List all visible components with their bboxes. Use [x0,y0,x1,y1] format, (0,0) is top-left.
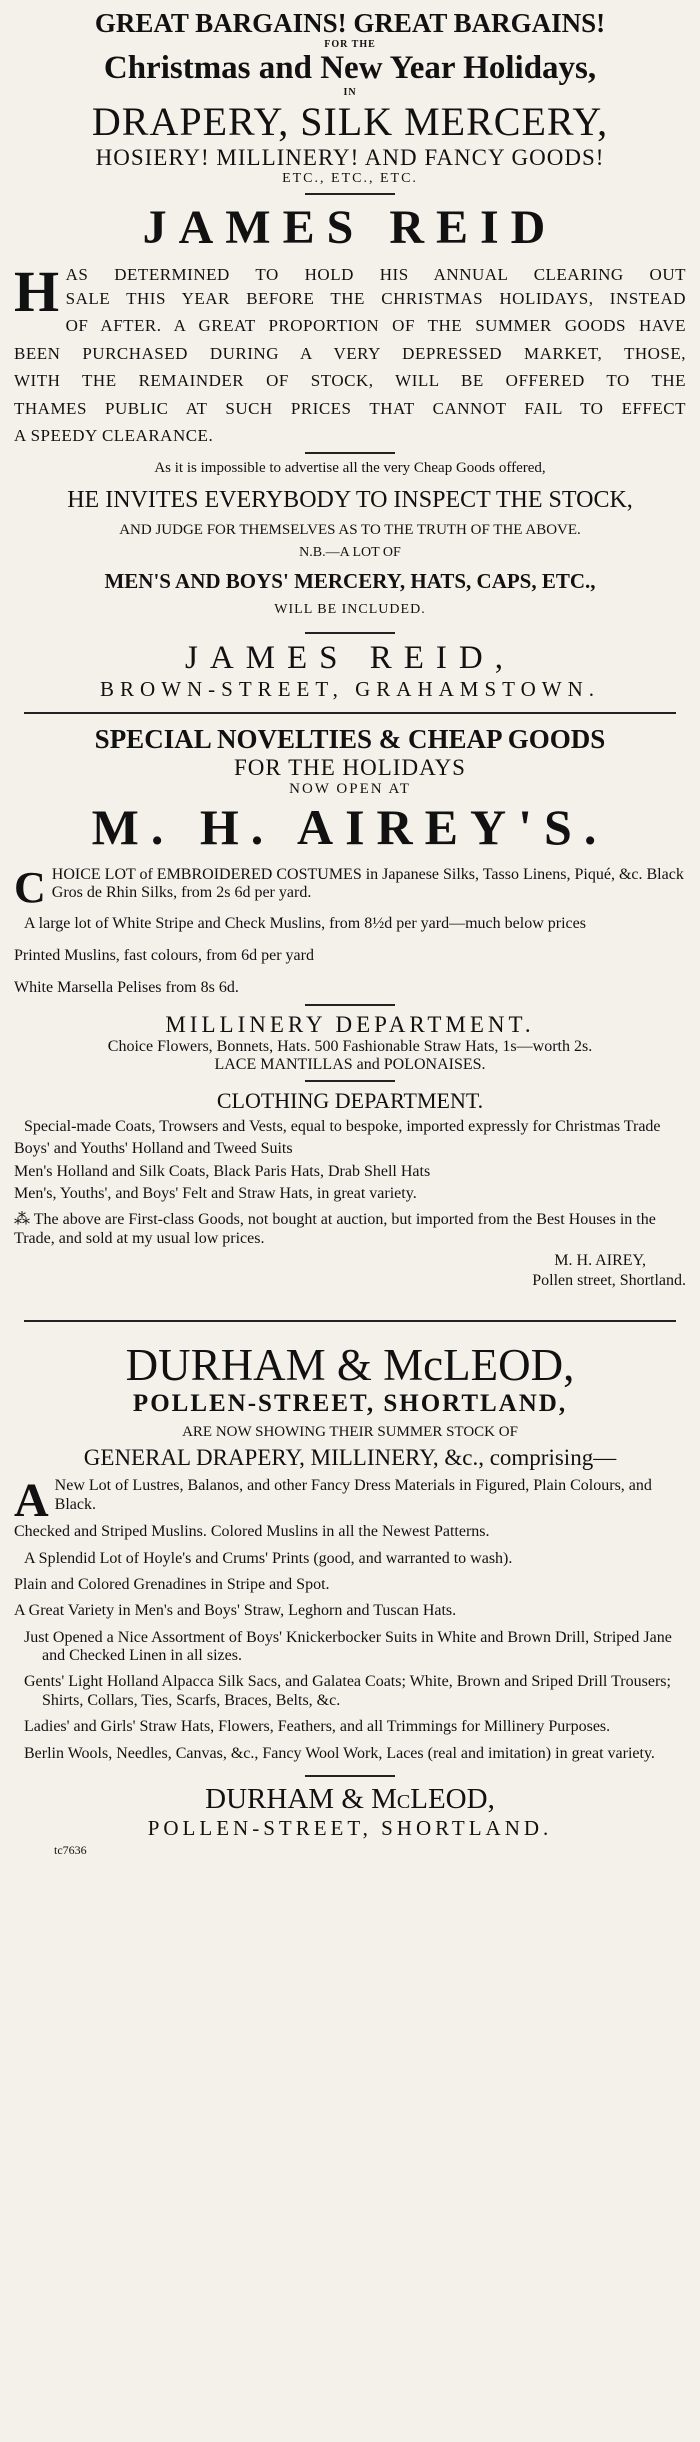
categories-line: HOSIERY! MILLINERY! AND FANCY GOODS! [95,145,605,170]
lace-line: LACE MANTILLAS and POLONAISES. [214,1055,486,1073]
mens-line: MEN'S AND BOYS' MERCERY, HATS, CAPS, ETC., [104,568,596,593]
divider [305,1080,395,1082]
merchant-name: M. H. AIREY'S. [91,798,609,855]
body-line: THAMES PUBLIC AT SUCH PRICES THAT CANNOT FAIL TO EFFECT [14,398,686,418]
merchant-name: JAMES REID [142,201,558,254]
signature-name: JAMES REID, [184,639,516,676]
list-item: Berlin Wools, Needles, Canvas, &c., Fancy Wool Work, Laces (real and imitation) in great variety. [24,1744,655,1762]
etc-line: ETC., ETC., ETC. [282,171,418,186]
divider [305,452,395,454]
millinery-title: MILLINERY DEPARTMENT. [165,1011,535,1037]
included: WILL BE INCLUDED. [274,601,426,617]
divider [305,632,395,634]
list-item: A Great Variety in Men's and Boys' Straw, Leghorn and Tuscan Hats. [14,1602,457,1620]
nb: N.B.—A LOT OF [299,544,401,560]
body-line: A SPEEDY CLEARANCE. [14,426,214,446]
dropcap: H [14,259,60,324]
headline: GREAT BARGAINS! GREAT BARGAINS! [94,8,606,38]
ad-durham-mcleod [14,1340,686,1858]
body-line: AS DETERMINED TO HOLD HIS ANNUAL CLEARING OUT [65,265,686,284]
invite: HE INVITES EVERYBODY TO INSPECT THE STOCK, [67,486,633,513]
for-holidays: FOR THE HOLIDAYS [234,754,466,780]
body-line: OF AFTER. A GREAT PROPORTION OF THE SUMMER GOODS HAVE [65,316,686,336]
list-item: Ladies' and Girls' Straw Hats, Flowers, Feathers, and all Trimmings for Millinery Purposes. [24,1718,611,1736]
list-item: HOICE LOT of EMBROIDERED COSTUMES in Japanese Silks, Tasso Linens, Piqué, &c. Black Gros de Rhin Silks, from 2s 6d per yard. [51,865,684,902]
dropcap: C [14,862,46,912]
category-line: DRAPERY, SILK MERCERY, [91,99,609,144]
list-item: Checked and Striped Muslins. Colored Muslins in all the Newest Patterns. [14,1523,490,1541]
section-rule [24,1320,676,1322]
headline: SPECIAL NOVELTIES & CHEAP GOODS [94,723,606,754]
list-item: White Marsella Pelises from 8s 6d. [14,979,239,997]
showing-line: ARE NOW SHOWING THEIR SUMMER STOCK OF [182,1424,518,1441]
millinery-text: Choice Flowers, Bonnets, Hats. 500 Fashionable Straw Hats, 1s—worth 2s. [107,1037,593,1055]
clothing-title: CLOTHING DEPARTMENT. [216,1087,484,1113]
divider [305,1004,395,1006]
list-item: Men's Holland and Silk Coats, Black Paris Hats, Drab Shell Hats [14,1162,431,1180]
body-line: WITH THE REMAINDER OF STOCK, WILL BE OFFERED TO THE [14,371,686,391]
for-the: FOR THE [324,39,376,50]
list-item: A large lot of White Stripe and Check Muslins, from 8½d per yard—much below prices [24,914,586,932]
list-item: Plain and Colored Grenadines in Stripe and Spot. [14,1575,330,1593]
body-block [14,259,686,446]
body-line: SALE THIS YEAR BEFORE THE CHRISTMAS HOLIDAYS, INSTEAD [65,288,686,308]
body-line: BEEN PURCHASED DURING A VERY DEPRESSED MARKET, THOSE, [14,343,686,363]
divider [305,193,395,195]
ad-james-reid [14,8,686,702]
signature-address: BROWN-STREET, GRAHAMSTOWN. [100,676,600,701]
list-item: Men's, Youths', and Boys' Felt and Straw Hats, in great variety. [14,1184,417,1202]
divider [305,1775,395,1777]
signature-address: POLLEN-STREET, SHORTLAND. [147,1816,553,1841]
list-item: Boys' and Youths' Holland and Tweed Suits [14,1140,293,1158]
list-item: A Splendid Lot of Hoyle's and Crums' Prints (good, and warranted to wash). [24,1549,513,1567]
note: As it is impossible to advertise all the very Cheap Goods offered, [154,459,546,476]
list-item: Special-made Coats, Trowsers and Vests, equal to bespoke, imported expressly for Christmas Trade [24,1117,661,1135]
items-block [14,1474,686,1763]
items-block [14,862,686,998]
merchant-name: DURHAM & McLEOD, [125,1340,575,1391]
clothing-list [14,1118,686,1204]
signature-address: Pollen street, Shortland. [532,1272,686,1290]
footnote: ⁂ The above are First-class Goods, not bought at auction, but imported from the Best Houses in the Trade, and sold at my usual low prices. [14,1211,656,1247]
signature-name: DURHAM & McLEOD, [205,1783,495,1816]
list-item: Gents' Light Holland Alpacca Silk Sacs, and Galatea Coats; White, Brown and Sriped Drill Trousers; Shirts, Collars, Ties, Scarfs, Braces, Belts, &c. [24,1673,671,1709]
general-line: GENERAL DRAPERY, MILLINERY, &c., comprising— [83,1445,617,1471]
list-item: Just Opened a Nice Assortment of Boys' Knickerbocker Suits in White and Brown Drill, Striped Jane and Checked Linen in all sizes. [24,1628,672,1665]
list-item: Printed Muslins, fast colours, from 6d per yard [14,947,314,964]
holiday-line: Christmas and New Year Holidays, [103,50,597,86]
signature-name: M. H. AIREY, [554,1252,646,1270]
ad-m-h-airey [14,724,686,1290]
list-item: New Lot of Lustres, Balanos, and other Fancy Dress Materials in Figured, Plain Colours, and Black. [54,1477,652,1513]
now-open: NOW OPEN AT [289,780,411,797]
dropcap: A [14,1474,49,1528]
section-rule [24,712,676,714]
in-label: IN [343,87,357,98]
ad-code: tc7636 [54,1843,87,1858]
judge: AND JUDGE FOR THEMSELVES AS TO THE TRUTH OF THE ABOVE. [119,521,581,538]
address-line: POLLEN-STREET, SHORTLAND, [132,1390,568,1418]
